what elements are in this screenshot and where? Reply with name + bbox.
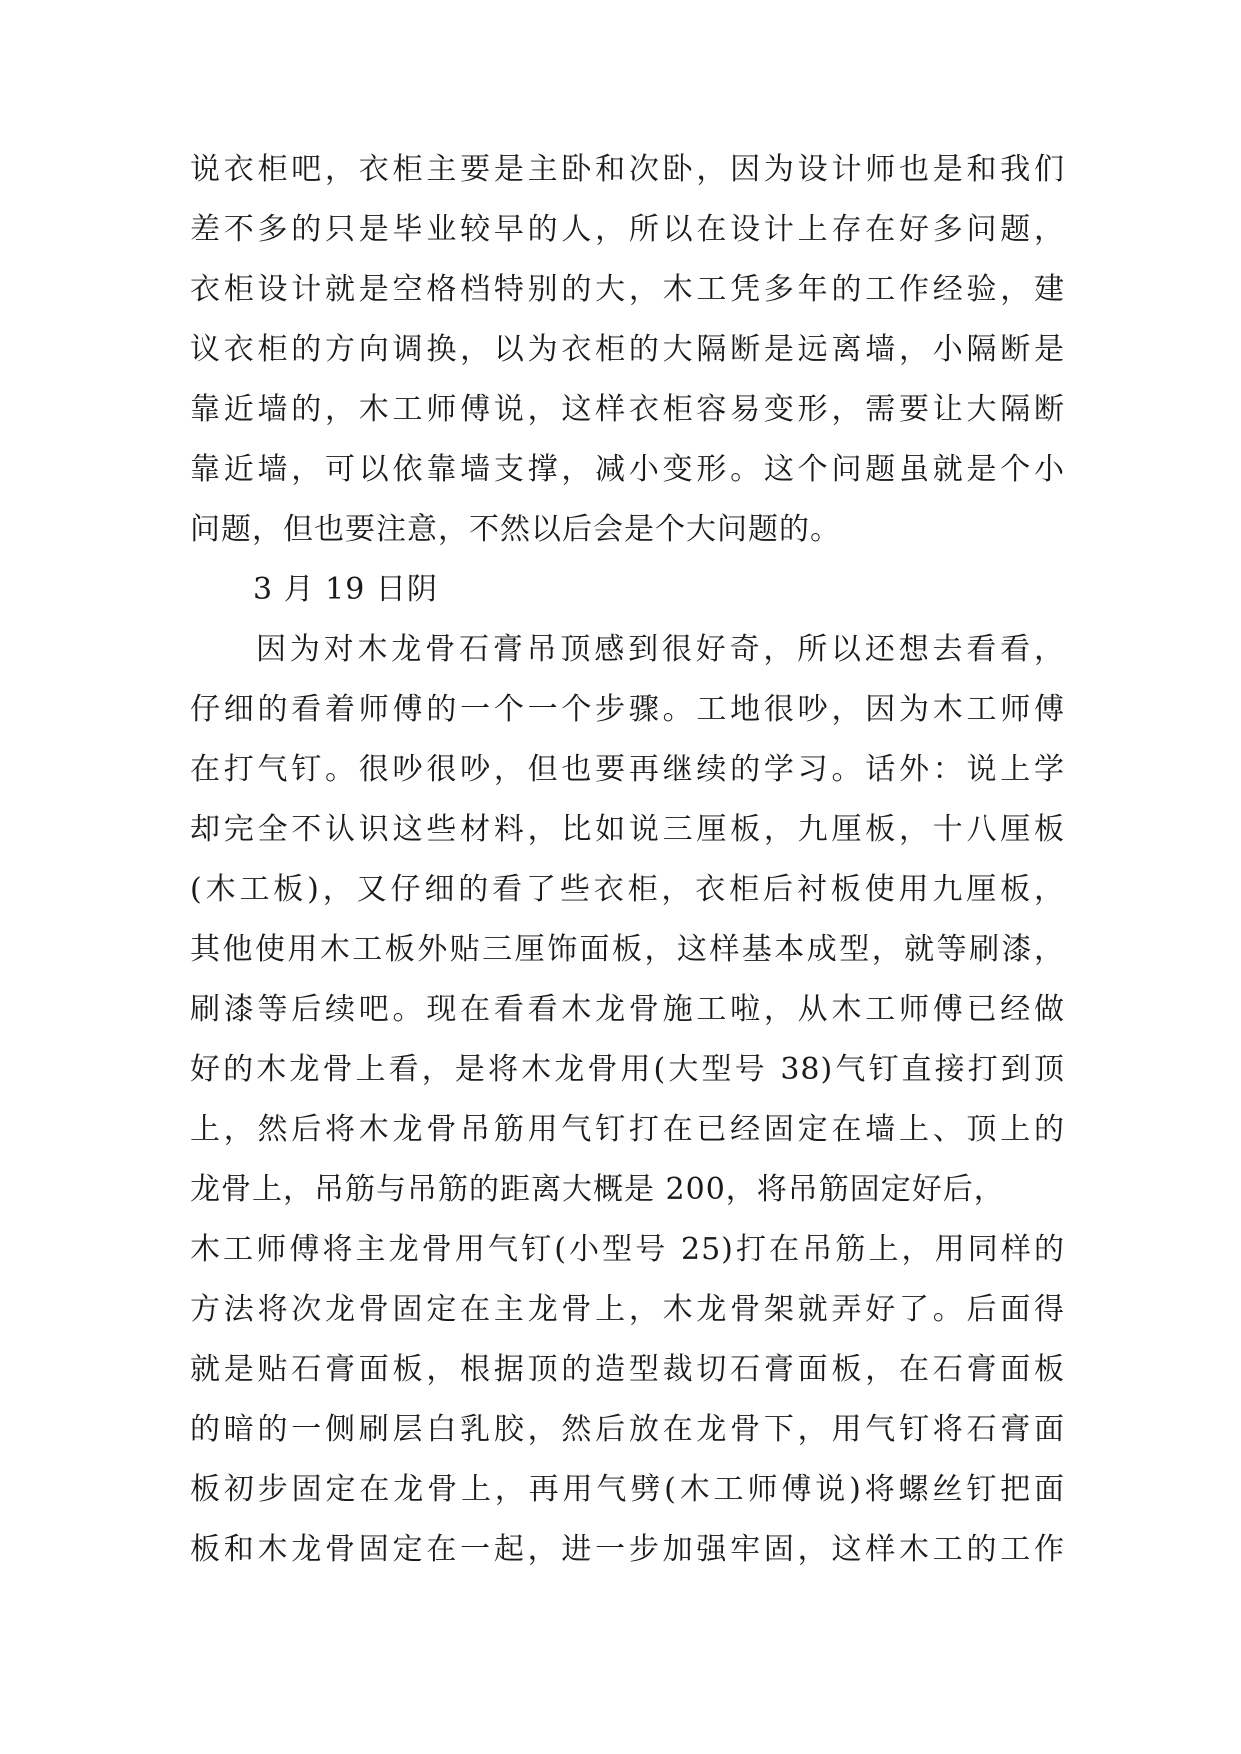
paragraph-1-line: 差不多的只是毕业较早的人，所以在设计上存在好多问题，: [190, 212, 1065, 247]
paragraph-2-line: 的暗的一侧刷层白乳胶，然后放在龙骨下，用气钉将石膏面: [190, 1412, 1065, 1447]
paragraph-2-line: 刷漆等后续吧。现在看看木龙骨施工啦，从木工师傅已经做: [190, 992, 1065, 1027]
paragraph-1-line: 议衣柜的方向调换，以为衣柜的大隔断是远离墙，小隔断是: [190, 332, 1065, 367]
paragraph-1-line: 靠近墙，可以依靠墙支撑，减小变形。这个问题虽就是个小: [190, 452, 1065, 487]
paragraph-2-line: 板初步固定在龙骨上，再用气劈(木工师傅说)将螺丝钉把面: [190, 1472, 1065, 1507]
paragraph-2-line: 木工师傅将主龙骨用气钉(小型号 25)打在吊筋上，用同样的: [190, 1232, 1065, 1267]
paragraph-2-line: 因为对木龙骨石膏吊顶感到很好奇，所以还想去看看，: [256, 632, 1065, 667]
paragraph-1-line: 靠近墙的，木工师傅说，这样衣柜容易变形，需要让大隔断: [190, 392, 1065, 427]
paragraph-1-line: 问题，但也要注意，不然以后会是个大问题的。: [190, 512, 841, 547]
paragraph-2-line: 方法将次龙骨固定在主龙骨上，木龙骨架就弄好了。后面得: [190, 1292, 1065, 1327]
paragraph-2-line: 其他使用木工板外贴三厘饰面板，这样基本成型，就等刷漆，: [190, 932, 1065, 967]
paragraph-1-line: 说衣柜吧，衣柜主要是主卧和次卧，因为设计师也是和我们: [190, 152, 1065, 187]
paragraph-1-line: 衣柜设计就是空格档特别的大，木工凭多年的工作经验，建: [190, 272, 1065, 307]
date-section: [190, 560, 1065, 620]
paragraph-2-line: (木工板)，又仔细的看了些衣柜，衣柜后衬板使用九厘板，: [190, 872, 1065, 907]
paragraph-2-line: 却完全不认识这些材料，比如说三厘板，九厘板，十八厘板: [190, 812, 1065, 847]
paragraph-2-line: 在打气钉。很吵很吵，但也要再继续的学习。话外：说上学: [190, 752, 1065, 787]
paragraph-2-line: 好的木龙骨上看，是将木龙骨用(大型号 38)气钉直接打到顶: [190, 1052, 1065, 1087]
paragraph-2-line: 上，然后将木龙骨吊筋用气钉打在已经固定在墙上、顶上的: [190, 1112, 1065, 1147]
paragraph-1: [190, 140, 1065, 560]
paragraph-2: [190, 620, 1065, 1580]
date-heading: 3 月 19 日阴: [253, 572, 438, 607]
paragraph-2-line: 就是贴石膏面板，根据顶的造型裁切石膏面板，在石膏面板: [190, 1352, 1065, 1387]
paragraph-2-line: 仔细的看着师傅的一个一个步骤。工地很吵，因为木工师傅: [190, 692, 1065, 727]
paragraph-2-line: 龙骨上，吊筋与吊筋的距离大概是 200，将吊筋固定好后，: [190, 1172, 1005, 1207]
paragraph-2-line: 板和木龙骨固定在一起，进一步加强牢固，这样木工的工作: [190, 1532, 1065, 1567]
